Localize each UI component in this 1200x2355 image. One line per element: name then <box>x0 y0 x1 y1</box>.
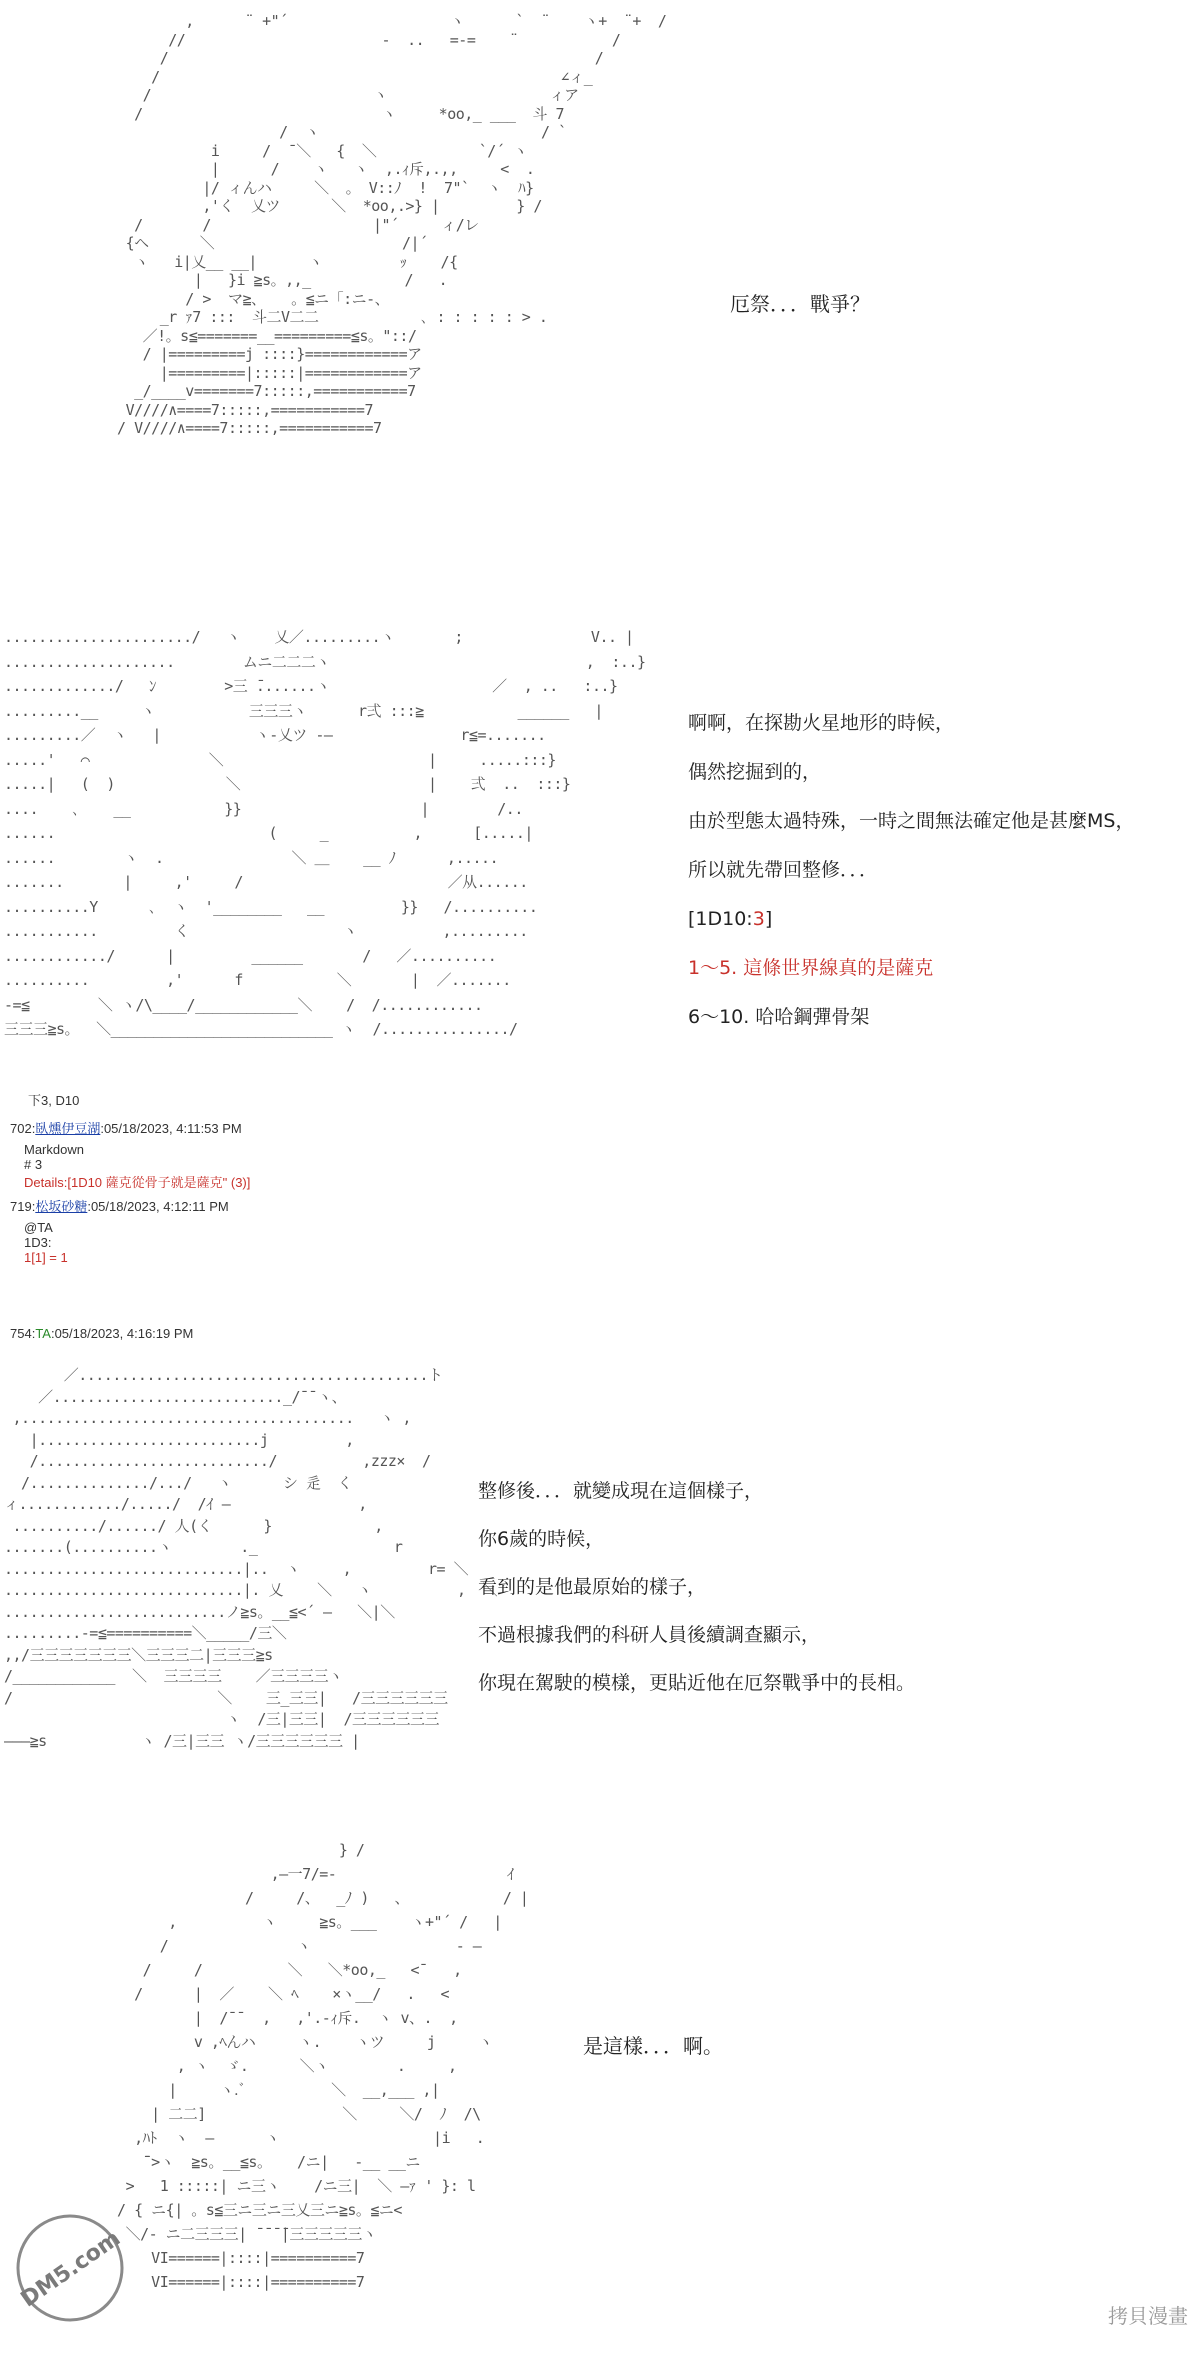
forum-log <box>0 1090 1200 1340</box>
dice-result: [1D10:3] <box>688 908 773 930</box>
post-702-details: Details:[1D10 薩克從骨子就是薩克" (3)] <box>24 1175 251 1190</box>
ascii-art-machine: ／.........................................ト ／..........................._/¯¯ヽ、 ,....................................... ヽ , |..........................j , /.........................../ ,zzz× / /............../.../ ヽ シ 辵 く ィ............/...../ /ｲ ― , ........../....../ 人(く } , .......(..........ヽ ._ r ............................|.. ヽ , r= ＼ ............................|. 乂 ＼ ヽ , ＼ ..........................ノ≧s。__≦<´ ― ＼|＼ .........-=≦==========＼_____/三＼ ,,/三三三三三三三＼三三三二|三三三≧s /____________ ＼ 三三三三 ／三三三三ヽ / ＼ 三_三三| /三三三三三三 ヽ /三|三三| /三三三三三三 ―――≧s ヽ /三|三三 ヽ/三三三三三三 | <box>4 1366 498 1750</box>
panel-1 <box>0 0 1200 595</box>
narration-panel-2 <box>688 699 1134 1042</box>
post-719-body-2: 1D3: <box>24 1235 52 1250</box>
narration-line-4: 所以就先帶回整修．．． <box>688 859 879 881</box>
narration-line-1: 啊啊，在探勘火星地形的時候， <box>688 712 955 734</box>
log-header: 下3, D10 <box>28 1093 80 1108</box>
poster-link[interactable]: 臥燻伊豆湖 <box>35 1121 101 1136</box>
ascii-art-character-1: , ¨ +"´ ヽ ` ¨ ヽ+ ¨+ / // - .. =‐= ¨ / / / / ∠ィ_ / ヽ ィア / ヽ *oo,_ ___ 斗 7 / ヽ / ` i / ̄ ＼ { ＼ `/´ ヽ | / ヽ ヽ ,.ｨ斥,.,, < . |/ ィんハ ＼ 。 V::ﾉ ! 7"` ヽ ﾊ} ,'く 乂ツ ＼ *oo,.>} | } / / / |"´ ィ/レ {ヘ ＼ /|´ ヽ i|乂__ __| ヽ ｯ /{ | }i ≧s。,,_ / . / > マ≧、 。≦ニ「:ニ-、 _r ｧ7 ::: 斗二V二二 ､ : : : : : > . ／!。s≦=======__=========≦s。"::/ / |=========j ::::}============ア |=========|:::::|============ア _/____v=======7:::::,===========7 V////∧====7:::::,===========7 / V////∧====7:::::,===========7 <box>117 12 667 437</box>
svg-text:DM5.com: DM5.com <box>16 2226 126 2313</box>
poster-name: TA <box>35 1326 51 1341</box>
narration-line-1: 整修後．．．就變成現在這個樣子， <box>478 1480 764 1502</box>
option-1: 1～5. 這條世界線真的是薩克 <box>688 957 934 979</box>
watermark-text: 拷貝漫畫 <box>1108 2304 1188 2328</box>
narration-line-3: 由於型態太過特殊，一時之間無法確定他是甚麼MS， <box>688 810 1135 832</box>
post-702-body-2: # 3 <box>24 1157 43 1172</box>
narration-panel-1: 厄祭．．．戰爭？ <box>730 292 870 316</box>
panel-2 <box>0 625 1200 1080</box>
post-719-header: 719:松坂砂糖:05/18/2023, 4:12:11 PM <box>10 1199 229 1214</box>
narration-line-2: 偶然挖掘到的， <box>688 761 822 783</box>
narration-panel-4: 是這樣．．．啊。 <box>583 2034 723 2058</box>
post-719-body-3: 1[1] = 1 <box>24 1250 68 1265</box>
post-702-body-1: Markdown <box>24 1142 84 1157</box>
ascii-art-character-2: } / ,―一7/=- ｲ / /、 _ﾉ ) 、 / | , ヽ ≧s。___ ヽ+"´ / | / ヽ ‐ ― / / ＼ ＼*oo,_ <¯ , / | ／ ＼ ﾍ ×ヽ__/ . < | /¯¯ , ,'.-ｨ斥. ヽ v、. , v ,ﾍんハ ヽ. ヽツ j ヽ , ヽ ゞ. ＼ヽ . , | ヽ.ﾞ ＼ __,___ ,| | 二二] ＼ ＼/ ﾉ /\ ,ﾊﾄ ヽ ― ヽ |i . ̄¯>ヽ ≧s。__≦s。 /ニ| ‐__ __ニ > 1 :::::| ニ三ヽ /ニ三| ＼ ―ｧ ' }: l / { ニ{| 。s≦三ニ三ニ三乂三ニ≧s。≦ニ< ＼/‐ ニ二三三三| ̄ ̄ ̄ ̄|三三三三三ヽ VI======|::::|==========7 VI======|::::|==========7 <box>117 1841 529 2291</box>
post-754-header: 754:TA:05/18/2023, 4:16:19 PM <box>10 1326 194 1341</box>
poster-link[interactable]: 松坂砂糖 <box>35 1199 88 1214</box>
narration-line-4: 不過根據我們的科研人員後續調查顯示， <box>478 1624 821 1646</box>
panel-4 <box>0 1830 1200 2335</box>
narration-panel-3 <box>478 1467 915 1707</box>
panel-3 <box>0 1355 1200 1795</box>
narration-line-5: 你現在駕駛的模樣，更貼近他在厄祭戰爭中的長相。 <box>478 1672 916 1694</box>
option-2: 6～10. 哈哈鋼彈骨架 <box>688 1006 870 1028</box>
narration-line-3: 看到的是他最原始的樣子， <box>478 1576 707 1598</box>
post-719-body-1: @TA <box>24 1220 53 1235</box>
post-702-header: 702:臥燻伊豆湖:05/18/2023, 4:11:53 PM <box>10 1121 242 1136</box>
narration-line-2: 你6歲的時候， <box>478 1528 605 1550</box>
ascii-art-closeup: ....................../ ヽ 乂／.........ヽ ; V.. | .................... ムニ二二二ヽ , :..} ............./ ﾝ >三 ̄.......ヽ ／ , .. :..} .........__ ヽ 三三三ヽ r弍 :::≧ ______ | .........／ ヽ | ヽ-乂ツ -― r≦=....... .....' ⌒ ＼ | .....:::} .....| ( ) ＼ | 弍 .. :::} .... ､ __ }} | /.. ...... ( _ , [.....| ...... ヽ . ＼ ＿ __ ﾉ ,..... ....... | ,' / ／从...... ..........Y ､ ヽ '________ __ }} /.......... ........... く ヽ ,......... ............/ | ______ / ／.......... .......... ,' f ＼ | ／....... -=≦ ＼ ヽ/\____/____________＼ / /............ 三三三≧s。 ＼__________________________ ヽ /.............../ <box>4 628 646 1038</box>
